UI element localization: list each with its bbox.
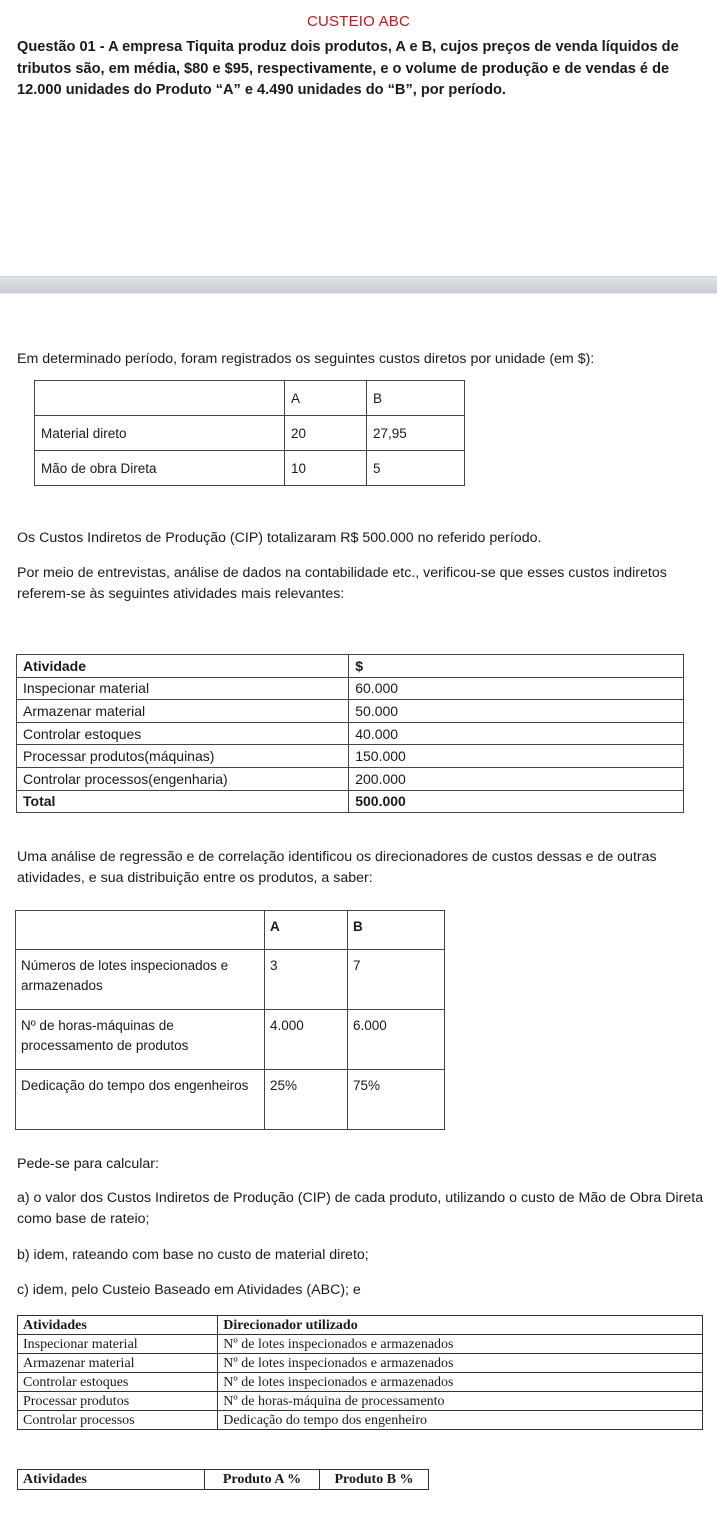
percent-table — [17, 1469, 429, 1490]
table-cell: Armazenar material — [17, 700, 349, 723]
table-cell: Material direto — [35, 416, 285, 451]
table-row — [17, 745, 684, 768]
table-header-cell: A — [265, 911, 348, 950]
table-cell: 27,95 — [367, 416, 465, 451]
table-header-row — [16, 911, 445, 950]
table-cell: Controlar estoques — [18, 1373, 218, 1392]
table-cell: Processar produtos — [18, 1392, 218, 1411]
item-b-text: b) idem, rateando com base no custo de material direto; — [17, 1247, 369, 1263]
activities-table — [16, 654, 684, 813]
table-cell: 4.000 — [265, 1010, 348, 1070]
table-cell: 500.000 — [349, 790, 684, 813]
table-cell: 3 — [265, 950, 348, 1010]
table-header-row — [18, 1470, 429, 1490]
table-header-cell: Produto B % — [320, 1470, 429, 1490]
table-row — [17, 677, 684, 700]
table-header-cell: B — [367, 381, 465, 416]
table-cell: Total — [17, 790, 349, 813]
table-row — [17, 722, 684, 745]
item-a-text: a) o valor dos Custos Indiretos de Produção (CIP) de cada produto, utilizando o custo de Mão de Obra Direta como base de rateio; — [17, 1190, 704, 1227]
table-cell: 5 — [367, 451, 465, 486]
table-header-cell: Atividades — [18, 1316, 218, 1335]
table-row — [35, 416, 465, 451]
table-cell: Dedicação do tempo dos engenheiros — [16, 1070, 265, 1130]
item-c-text: c) idem, pelo Custeio Baseado em Atividades (ABC); e — [17, 1282, 361, 1298]
table-row — [18, 1373, 703, 1392]
table-cell: Inspecionar material — [17, 677, 349, 700]
table-cell: Nº de horas-máquina de processamento — [218, 1392, 703, 1411]
table-header-cell: Atividades — [18, 1470, 205, 1490]
table-cell: Controlar estoques — [17, 722, 349, 745]
table-row — [17, 700, 684, 723]
table-cell: Nº de lotes inspecionados e armazenados — [218, 1354, 703, 1373]
table-cell: Processar produtos(máquinas) — [17, 745, 349, 768]
direct-costs-intro: Em determinado período, foram registrados os seguintes custos diretos por unidade (em $): — [17, 351, 595, 367]
table-cell: 10 — [285, 451, 367, 486]
table-cell: 7 — [348, 950, 445, 1010]
table-row — [16, 1010, 445, 1070]
table-cell: 25% — [265, 1070, 348, 1130]
table-total-row — [17, 790, 684, 813]
table-cell: 200.000 — [349, 767, 684, 790]
table-cell: 60.000 — [349, 677, 684, 700]
table-header-cell: Direcionador utilizado — [218, 1316, 703, 1335]
table-cell: 150.000 — [349, 745, 684, 768]
table-cell: 20 — [285, 416, 367, 451]
table-row — [17, 767, 684, 790]
table-row — [18, 1335, 703, 1354]
table-cell: Controlar processos — [18, 1411, 218, 1430]
drivers-table — [15, 910, 445, 1130]
ask-text: Pede-se para calcular: — [17, 1156, 159, 1172]
table-row — [35, 451, 465, 486]
table-cell: Mão de obra Direta — [35, 451, 285, 486]
table-cell: Nº de lotes inspecionados e armazenados — [218, 1335, 703, 1354]
table-cell: Nº de lotes inspecionados e armazenados — [218, 1373, 703, 1392]
table-row — [16, 1070, 445, 1130]
activity-drivers-table — [17, 1315, 703, 1430]
table-row — [16, 950, 445, 1010]
table-cell: Inspecionar material — [18, 1335, 218, 1354]
table-cell: 75% — [348, 1070, 445, 1130]
regression-text: Uma análise de regressão e de correlação identificou os direcionadores de custos dessas e de outras atividades, e sua distribuição entre os produtos, a saber: — [17, 849, 657, 886]
table-row — [18, 1354, 703, 1373]
question-statement: Questão 01 - A empresa Tiquita produz dois produtos, A e B, cujos preços de venda líquidos de tributos são, em média, $80 e $95, respectivamente, e o volume de produção e de vendas é de 12.000 unidades do Produto “A” e 4.490 unidades do “B”, por período. — [17, 39, 679, 98]
table-header-cell: B — [348, 911, 445, 950]
table-cell: Controlar processos(engenharia) — [17, 767, 349, 790]
table-header-cell: Produto A % — [205, 1470, 320, 1490]
table-cell: 50.000 — [349, 700, 684, 723]
page-title: CUSTEIO ABC — [306, 13, 411, 30]
table-cell: Armazenar material — [18, 1354, 218, 1373]
table-cell: 6.000 — [348, 1010, 445, 1070]
table-row — [18, 1392, 703, 1411]
table-cell — [16, 911, 265, 950]
table-header-cell: A — [285, 381, 367, 416]
table-header-row — [35, 381, 465, 416]
cip-text: Os Custos Indiretos de Produção (CIP) totalizaram R$ 500.000 no referido período. — [17, 530, 542, 546]
table-cell: 40.000 — [349, 722, 684, 745]
table-cell: Dedicação do tempo dos engenheiro — [218, 1411, 703, 1430]
table-header-row — [17, 655, 684, 678]
direct-costs-table — [34, 380, 465, 486]
page-break-separator — [0, 276, 717, 294]
table-cell — [35, 381, 285, 416]
interview-text: Por meio de entrevistas, análise de dados na contabilidade etc., verificou-se que esses custos indiretos referem-se às seguintes atividades mais relevantes: — [17, 565, 667, 602]
table-row — [18, 1411, 703, 1430]
table-header-row — [18, 1316, 703, 1335]
table-header-cell: $ — [349, 655, 684, 678]
table-cell: Nº de horas-máquinas de processamento de produtos — [16, 1010, 265, 1070]
table-header-cell: Atividade — [17, 655, 349, 678]
table-cell: Números de lotes inspecionados e armazenados — [16, 950, 265, 1010]
